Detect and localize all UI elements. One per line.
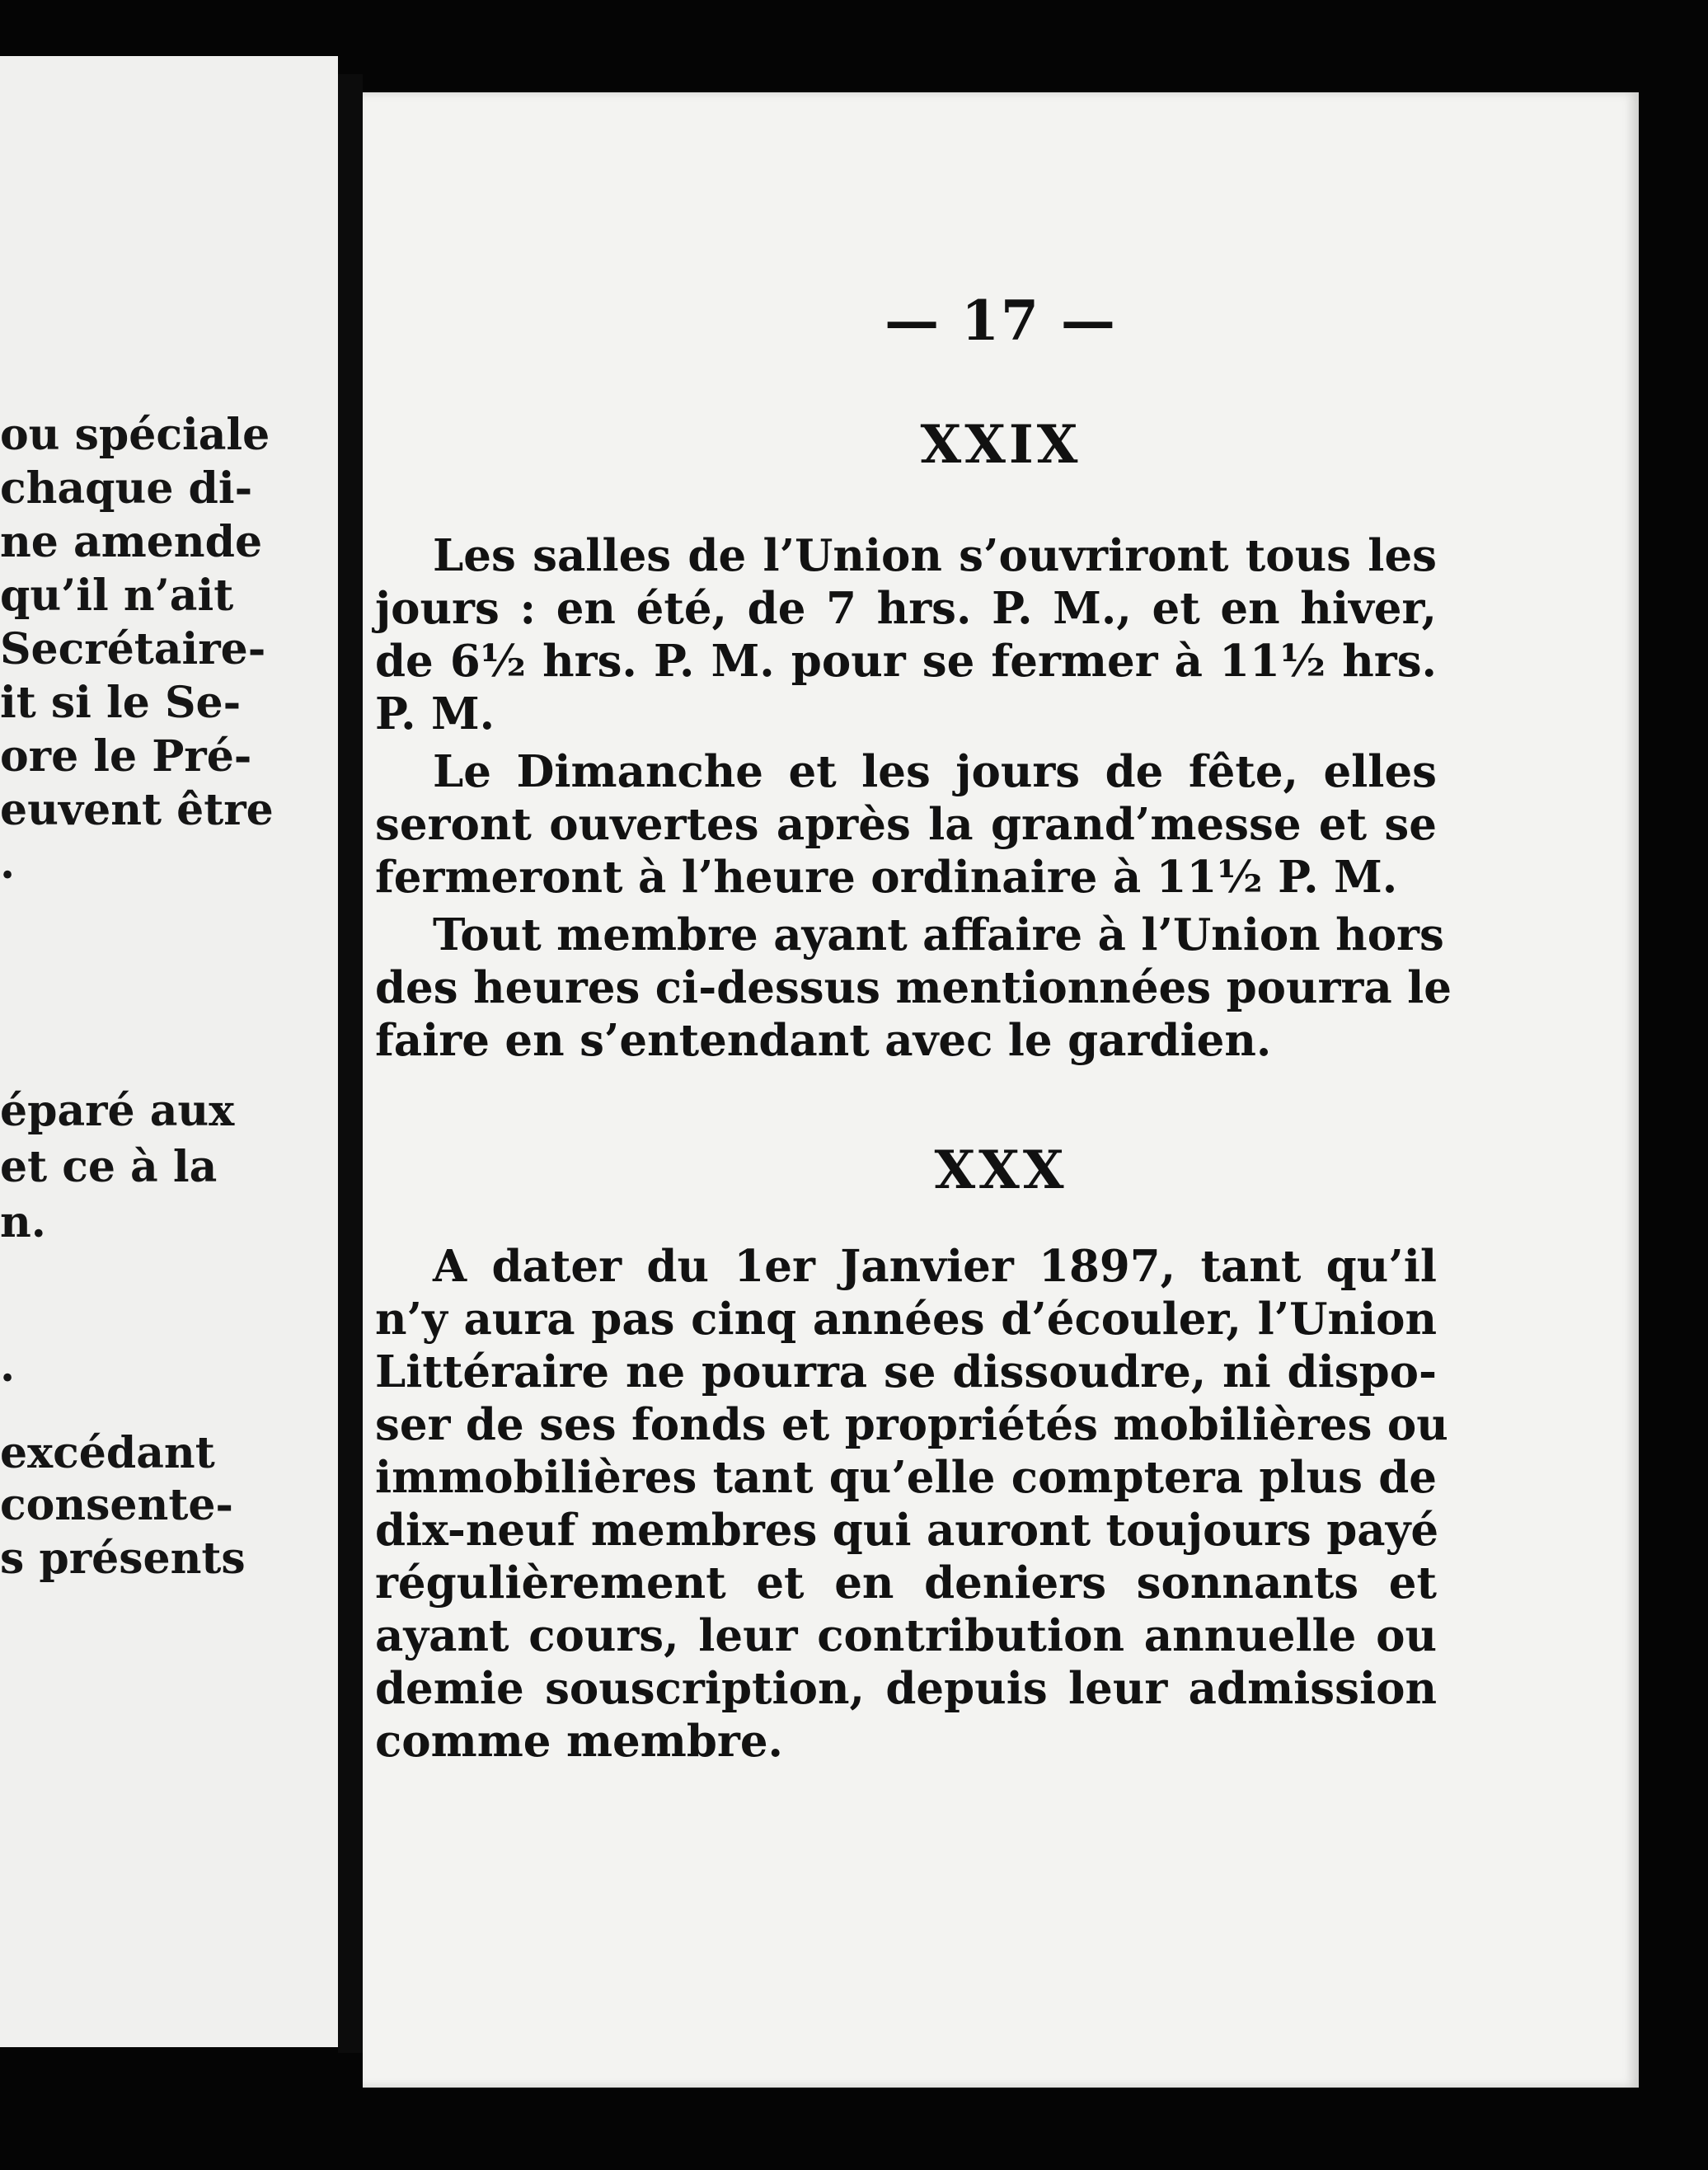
paragraph-line: des heures ci-dessus mentionnées pourra le xyxy=(375,962,1452,1013)
paragraph-line: de 6½ hrs. P. M. pour se fermer à 11½ hrs. xyxy=(375,636,1437,687)
paragraph-line: régulièrement et en deniers sonnants et xyxy=(375,1557,1437,1609)
left-text-line: chaque di- xyxy=(0,463,253,514)
left-text-line: consente- xyxy=(0,1480,234,1530)
paragraph-line: Tout membre ayant affaire à l’Union hors xyxy=(433,909,1444,961)
paragraph-line: dix-neuf membres qui auront toujours payé xyxy=(375,1505,1439,1556)
left-text-line: euvent être xyxy=(0,785,274,835)
left-text-line: it si le Se- xyxy=(0,678,242,728)
left-text-line: ore le Pré- xyxy=(0,731,252,782)
paragraph-line: A dater du 1er Janvier 1897, tant qu’il xyxy=(433,1241,1437,1292)
paragraph-line: demie souscription, depuis leur admission xyxy=(375,1663,1437,1714)
paragraph-line: immobilières tant qu’elle comptera plus de xyxy=(375,1452,1437,1503)
paragraph-line: Le Dimanche et les jours de fête, elles xyxy=(433,746,1437,797)
left-text-line: . xyxy=(0,838,16,889)
paragraph-line: faire en s’entendant avec le gardien. xyxy=(375,1015,1272,1066)
left-text-line: excédant xyxy=(0,1428,215,1478)
left-text-line: qu’il n’ait xyxy=(0,571,234,621)
paragraph-line: ser de ses fonds et propriétés mobilières ou xyxy=(375,1399,1448,1450)
paragraph-line: ayant cours, leur contribution annuelle ou xyxy=(375,1610,1437,1661)
page-number: — 17 — xyxy=(884,289,1117,353)
left-text-line: n. xyxy=(0,1197,46,1247)
previous-page-fragment xyxy=(0,56,338,2047)
paragraph-line: P. M. xyxy=(375,688,495,740)
left-text-line: s présents xyxy=(0,1534,246,1584)
section-heading-xxx: XXX xyxy=(934,1139,1068,1201)
left-text-line: ou spéciale xyxy=(0,410,270,460)
page-gutter xyxy=(338,74,363,2053)
paragraph-line: n’y aura pas cinq années d’écouler, l’Union xyxy=(375,1294,1437,1345)
left-text-line: . xyxy=(0,1341,16,1392)
paragraph-line: fermeront à l’heure ordinaire à 11½ P. M. xyxy=(375,852,1398,903)
paragraph-line: jours : en été, de 7 hrs. P. M., et en hiver, xyxy=(375,583,1437,634)
section-heading-xxix: XXIX xyxy=(920,414,1082,476)
paragraph-line: Littéraire ne pourra se dissoudre, ni dispo- xyxy=(375,1346,1437,1397)
left-text-line: ne amende xyxy=(0,517,263,567)
paragraph-line: comme membre. xyxy=(375,1716,783,1767)
paragraph-line: seront ouvertes après la grand’messe et se xyxy=(375,799,1437,850)
left-text-line: et ce à la xyxy=(0,1142,218,1192)
paragraph-line: Les salles de l’Union s’ouvriront tous les xyxy=(433,530,1437,581)
left-text-line: Secrétaire- xyxy=(0,624,266,674)
left-text-line: éparé aux xyxy=(0,1086,235,1136)
book-page xyxy=(363,92,1639,2088)
